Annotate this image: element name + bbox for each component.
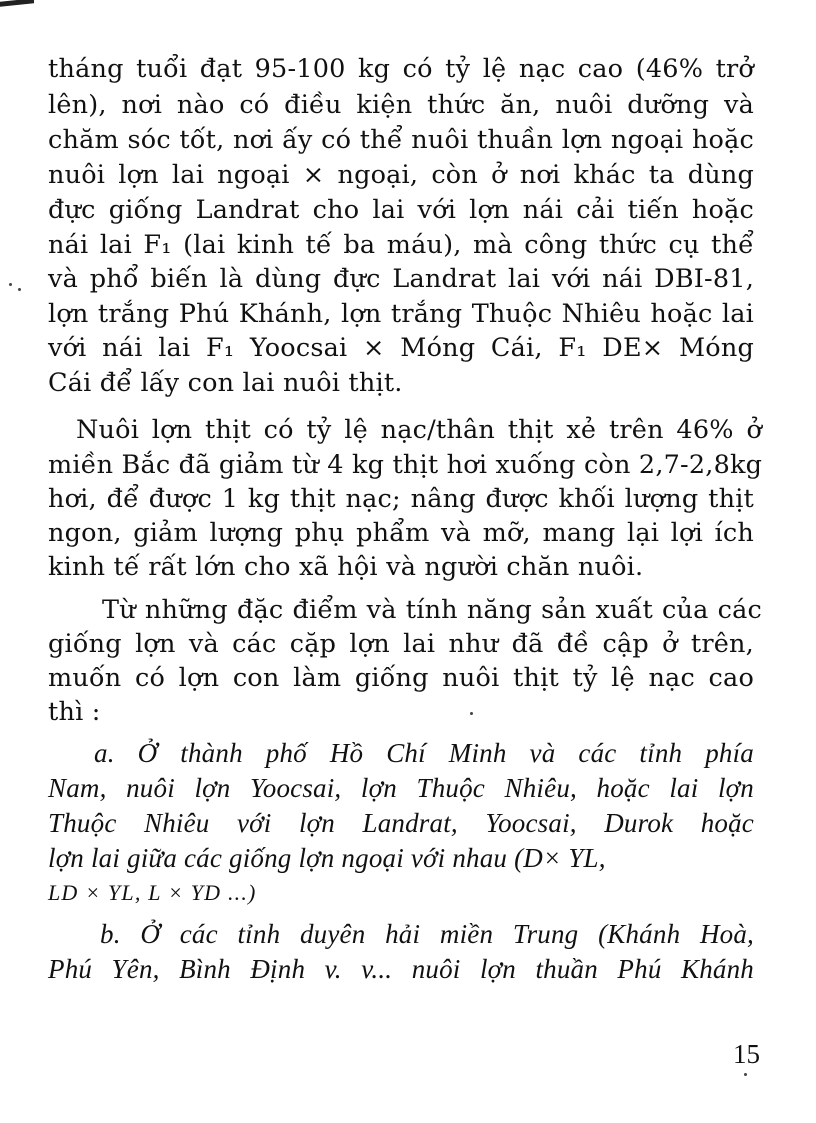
scan-speck [470,712,473,715]
text-line: lợn trắng Phú Khánh, lợn trắng Thuộc Nhiêu hoặc lai [48,299,754,329]
text-line: lên), nơi nào có điều kiện thức ăn, nuôi dưỡng và [48,90,754,120]
text-line: với nái lai F₁ Yoocsai × Móng Cái, F₁ DE× Móng [48,333,754,363]
scan-corner-mark [0,0,34,7]
text-line: hơi, để được 1 kg thịt nạc; nâng được khối lượng thịt [48,484,754,514]
text-line: a. Ở thành phố Hồ Chí Minh và các tỉnh phía [94,738,754,768]
text-line: ngon, giảm lượng phụ phẩm và mỡ, mang lại lợi ích [48,518,754,548]
text-line: Từ những đặc điểm và tính năng sản xuất của các [102,595,762,625]
text-line: Nuôi lợn thịt có tỷ lệ nạc/thân thịt xẻ trên 46% ở [76,415,762,445]
text-line: kinh tế rất lớn cho xã hội và người chăn nuôi. [48,552,644,582]
text-line: b. Ở các tỉnh duyên hải miền Trung (Khánh Hoà, [100,919,754,949]
text-line: nái lai F₁ (lai kinh tế ba máu), mà công thức cụ thể [48,230,754,260]
text-line: và phổ biến là dùng đực Landrat lai với nái DBI-81, [48,264,754,294]
text-line: miền Bắc đã giảm từ 4 kg thịt hơi xuống còn 2,7-2,8kg [48,450,763,480]
text-line: Thuộc Nhiêu với lợn Landrat, Yoocsai, Durok hoặc [48,808,754,838]
text-line: tháng tuổi đạt 95-100 kg có tỷ lệ nạc cao (46% trở [48,54,754,84]
text-line: thì : [48,697,101,727]
text-line: đực giống Landrat cho lai với lợn nái cải tiến hoặc [48,195,754,225]
text-line: nuôi lợn lai ngoại × ngoại, còn ở nơi khác ta dùng [48,160,754,190]
text-line: Phú Yên, Bình Định v. v... nuôi lợn thuần Phú Khánh [48,954,754,984]
text-line: giống lợn và các cặp lợn lai như đã đề cập ở trên, [48,629,754,659]
text-line: LD × YL, L × YD ...) [48,880,257,905]
page-number: 15 [733,1039,760,1069]
scan-speck [9,283,12,286]
text-line: muốn có lợn con làm giống nuôi thịt tỷ lệ nạc cao [48,663,754,693]
text-line: chăm sóc tốt, nơi ấy có thể nuôi thuần lợn ngoại hoặc [48,125,754,155]
text-line: Nam, nuôi lợn Yoocsai, lợn Thuộc Nhiêu, hoặc lai lợn [48,773,754,803]
text-line: Cái để lấy con lai nuôi thịt. [48,368,403,398]
scan-speck [18,288,21,291]
text-line: lợn lai giữa các giống lợn ngoại với nhau (D× YL, [48,843,606,873]
scan-speck [744,1073,747,1076]
